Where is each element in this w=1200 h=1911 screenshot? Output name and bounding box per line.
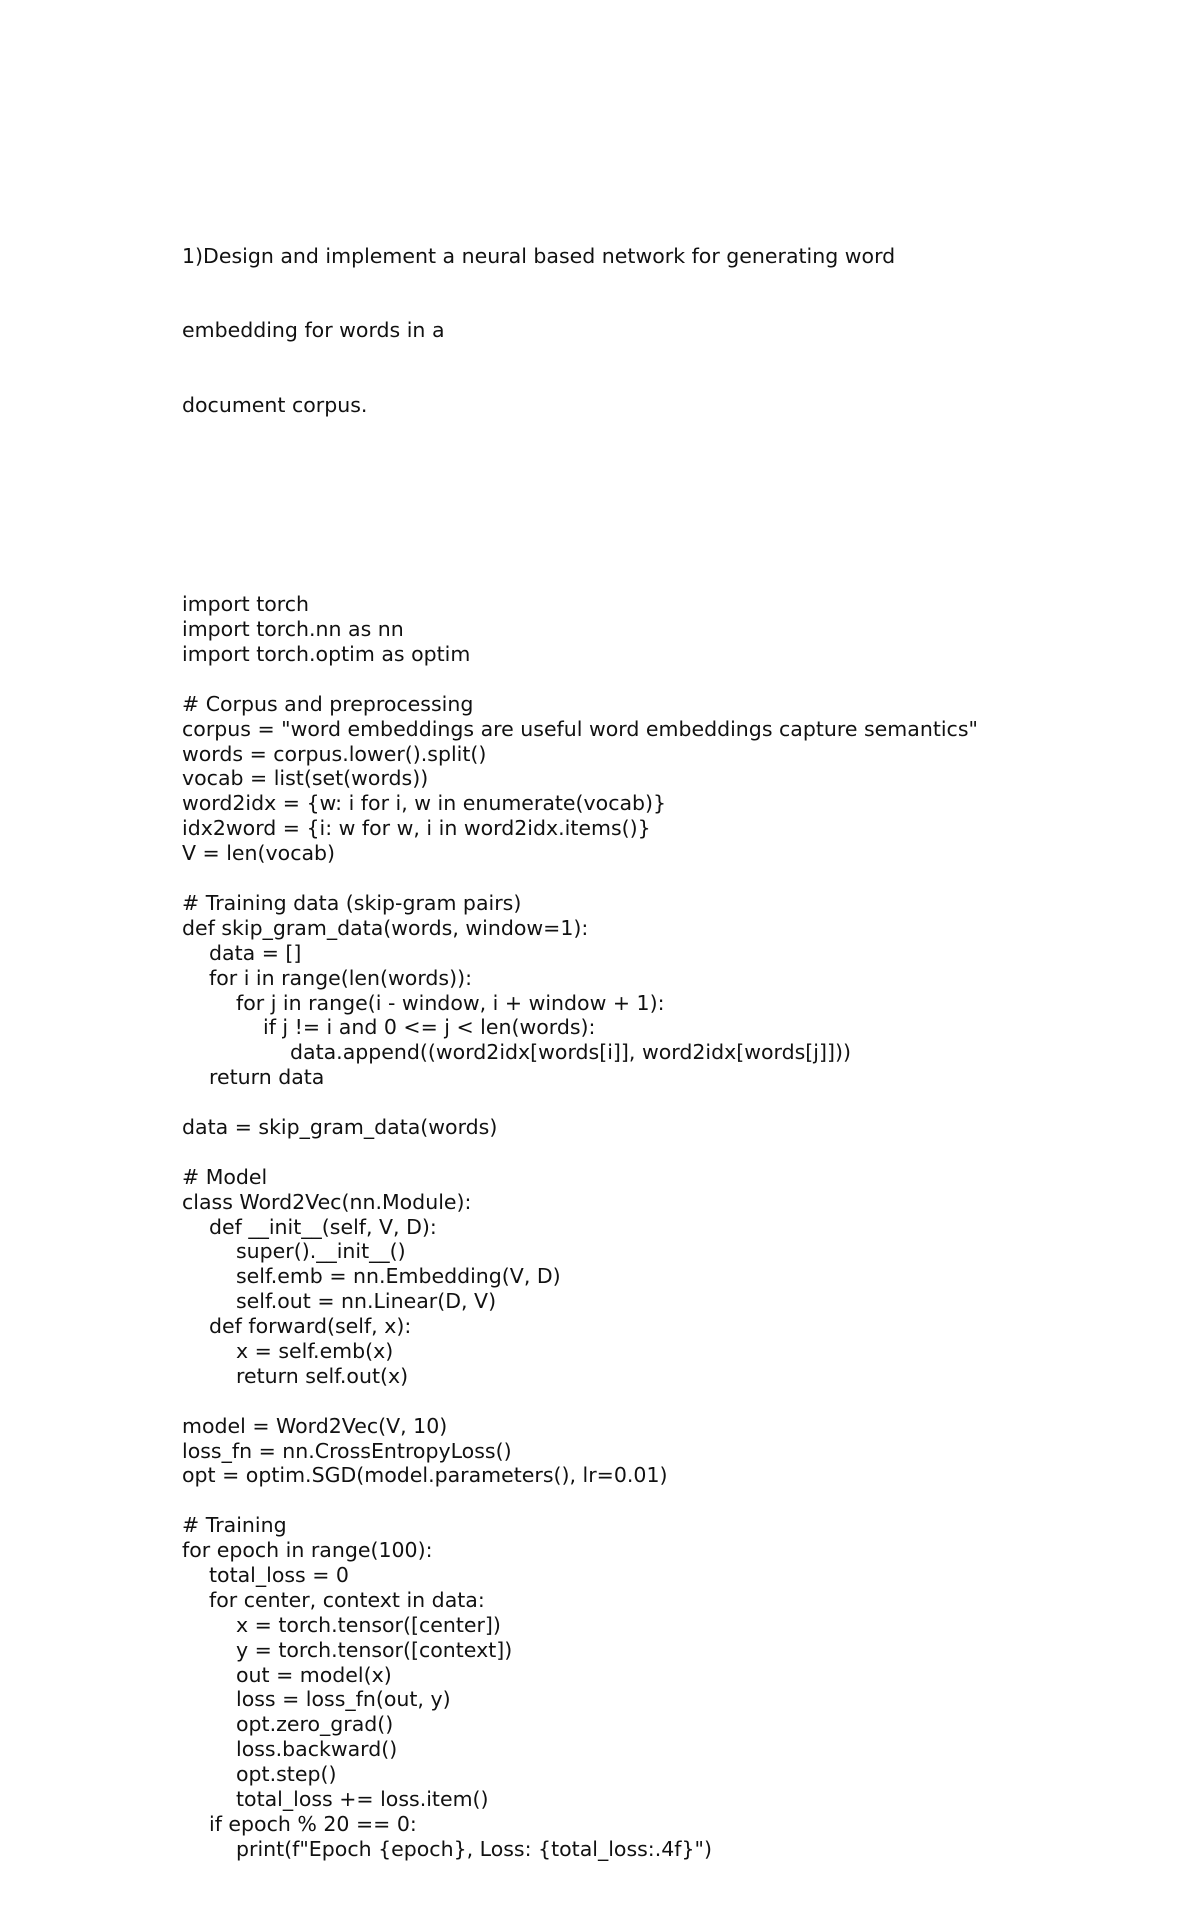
code-line: opt.zero_grad() [236,1712,394,1737]
code-line: corpus = "word embeddings are useful word embeddings capture semantics" [182,716,978,741]
code-line: V = len(vocab) [182,841,336,866]
code-line: import torch [182,592,310,617]
code-block [182,592,1122,1861]
code-line: def skip_gram_data(words, window=1): [182,915,589,940]
code-line: import torch.nn as nn [182,617,404,642]
code-line: word2idx = {w: i for i, w in enumerate(vocab)} [182,791,667,816]
code-line: model = Word2Vec(V, 10) [182,1413,448,1438]
code-line: def forward(self, x): [209,1314,412,1339]
spacer [182,518,1122,543]
code-line: class Word2Vec(nn.Module): [182,1189,472,1214]
code-line: import torch.optim as optim [182,642,471,667]
code-line: x = torch.tensor([center]) [236,1612,501,1637]
code-line: data = skip_gram_data(words) [182,1114,498,1139]
code-line: opt = optim.SGD(model.parameters(), lr=0.01) [182,1463,668,1488]
code-line: for i in range(len(words)): [209,965,472,990]
question-line: 1)Design and implement a neural based network for generating word [182,243,896,268]
code-line: self.out = nn.Linear(D, V) [236,1289,497,1314]
code-line: print(f"Epoch {epoch}, Loss: {total_loss:.4f}") [236,1836,712,1861]
code-line: for center, context in data: [209,1587,485,1612]
code-line: opt.step() [236,1762,337,1787]
code-line: out = model(x) [236,1662,392,1687]
code-line: if j != i and 0 <= j < len(words): [263,1015,596,1040]
blank-line [182,1389,1122,1414]
code-line: data.append((word2idx[words[i]], word2idx[words[j]])) [290,1040,851,1065]
blank-line [182,1140,1122,1165]
code-line: total_loss = 0 [209,1562,349,1587]
code-line: # Training [182,1513,287,1538]
question-line: embedding for words in a [182,318,445,343]
code-line: return data [209,1065,325,1090]
code-line: # Corpus and preprocessing [182,691,474,716]
code-line: self.emb = nn.Embedding(V, D) [236,1264,561,1289]
code-line: idx2word = {i: w for w, i in word2idx.items()} [182,816,651,841]
code-line: total_loss += loss.item() [236,1787,489,1811]
code-line: # Training data (skip-gram pairs) [182,890,522,915]
question-line: document corpus. [182,393,368,418]
code-line: if epoch % 20 == 0: [209,1811,417,1836]
code-line: y = torch.tensor([context]) [236,1637,513,1662]
question-text [182,194,1122,468]
code-line: for j in range(i - window, i + window + 1): [236,990,665,1015]
code-line: super().__init__() [236,1239,406,1264]
code-line: vocab = list(set(words)) [182,766,429,791]
code-line: # Model [182,1164,268,1189]
blank-line [182,866,1122,891]
code-line: return self.out(x) [236,1363,409,1388]
code-line: x = self.emb(x) [236,1338,394,1363]
code-line: loss_fn = nn.CrossEntropyLoss() [182,1438,512,1463]
code-line: loss = loss_fn(out, y) [236,1687,451,1712]
code-line: for epoch in range(100): [182,1538,433,1563]
code-line: def __init__(self, V, D): [209,1214,437,1239]
code-line: words = corpus.lower().split() [182,741,487,766]
code-line: data = [] [209,940,302,965]
blank-line [182,1090,1122,1115]
blank-line [182,667,1122,692]
blank-line [182,1488,1122,1513]
code-line: loss.backward() [236,1737,398,1762]
document-body [182,144,1122,1911]
